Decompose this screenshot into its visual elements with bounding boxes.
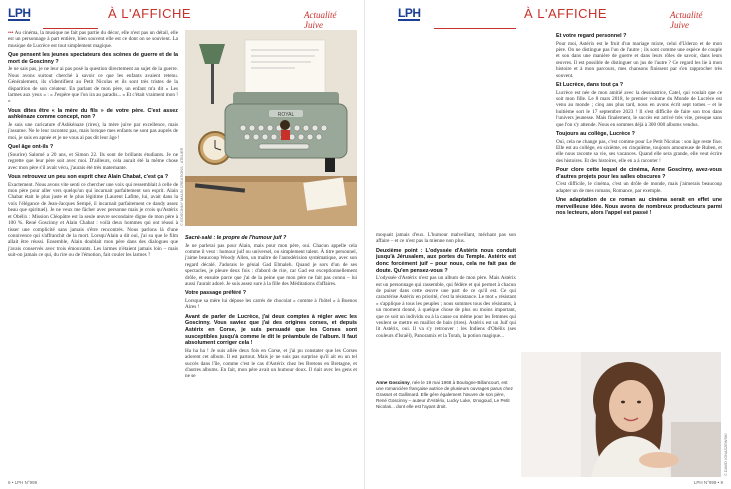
- answer: Lorsque sa mère lui dépose les carrés de chocolat « comme à l'hôtel » à Buenos Aires !: [185, 298, 357, 311]
- column-2: [556, 30, 722, 218]
- section-tag: Actualité Juive: [304, 10, 337, 30]
- question: Sacré-salé : le propre de l'humour juif ?: [185, 235, 287, 241]
- header-rule: [434, 28, 516, 29]
- section-title: À L'AFFICHE: [524, 6, 608, 21]
- typewriter-illustration: [185, 30, 357, 226]
- answer: (Sourire) Salomé a 20 ans, et Simon 22. Ils sont de brillants étudiants. Je ne regrette que leur père soit avec moi. D'ailleurs, cela aurait été la même chose avec mon père s'il avait vécu, j'aurais été très maternante.: [8, 151, 178, 171]
- answer: Pour moi, Astérix est le fruit d'un mariage mixte, celui d'Uderzo et de mon père. On ne distingue pas l'un de l'autre ; ils sont comme une espèce de couple et son dans une manière de guerre et dans leurs rôles de savoir, dans leurs œuvres. Il est possible de distinguer un jus de l'autre ? Ce regard les lie à mon histoire et à mon parcours, mes chansons finissent par s'en rapprocher très souvent.: [556, 40, 722, 79]
- typewriter-brand: ROYAL: [277, 112, 295, 118]
- question: Votre passage préféré ?: [185, 290, 247, 297]
- column-1: [376, 232, 516, 342]
- answer: L'odyssée d'Astérix n'est pas un album de mon père. Mais Astérix est un personnage qui rassemble, qui fédère et qui permet à chacun de puiser dans cette œuvre une part de ce qu'il est. Ce qui caractérise Astérix en priorité, c'est la résistance. Le mot « résistant » s'applique à tous les peuples ; nous sommes tous des résistants, à un moment donné, à quelque chose de plus ou moins important, que ce soit un individu ou à la cause ou même pour les femmes qui veulent se mettre en maillot de bain (rires). Astérix est un Juif qui lit Astérix, oui. Il va s'y retrouver : les Indiens d'Obélix (ses couleurs d'Israël), Panoramix et la Torah, la potion magique...: [376, 275, 516, 339]
- page-number-right: LPH N°999 • 9: [693, 480, 723, 485]
- answer: Je suis une caricature d'Ashkénaze (rires), la mère juive par excellence, mais j'assume. Ne le leur racontez pas, mais lorsque mes enfants ne sont pas auprès de moi, je suis en apnée et je ne vous ai pas dit leur âge !: [8, 122, 178, 141]
- question: Que pensent les jeunes spectateurs des scènes de guerre et de la mort de Goscinny ?: [8, 52, 178, 65]
- caption-bio: , née le 19 mai 1968 à Boulogne-Billancourt, est une romancière française autrice de plusieurs ouvrages parus chez Grasset et Gallimard. Elle gère également l'œuvre de son père, René Goscinny – auteur d'Astérix, Lucky Luke, Iznogoud, Le Petit Nicolas... dont elle est l'ayant droit.: [376, 380, 513, 409]
- intro-paragraph: ••• Au cinéma, la musique ne fait pas partie du décor, elle n'est pas un détail, elle est un personnage à part entière, bien souvent elle est ce dont on se souvient. La musique de Lucrèce est tout simplement magique.: [8, 30, 179, 49]
- column-2: [185, 232, 357, 383]
- portrait-image: [521, 352, 721, 477]
- answer: C'est difficile, le cinéma, c'est un drôle de monde, mais j'aimerais beaucoup adapter un de mes romans, Romance, par exemple.: [556, 181, 722, 194]
- answer: Ha ha ha ! Je suis allée deux fois en Corse, et j'ai pu constater que les Corses adorent cet album. Il est partout. Mais je ne suis pas surprise qu'il ait eu un tel succès dans l'île, comme c'est le cas d'Astérix chez les Bretons en Bretagne, et d'autres albums. En fait, mon père avait un humour doux. Il riait avec les gens et ne se: [185, 347, 357, 380]
- right-header: [374, 6, 723, 30]
- answer: Oui, cela ne change pas, c'est comme pour Le Petit Nicolas : son âge reste fixe. Elle est au collège, en sixième, en cinquième, toujours amoureuse de Ruben, et elle nous raconte sa vie, ses vacances. Quand elle sera grande, elle veut écrire des histoires. Et des histoires, elle en a à raconter !: [556, 138, 722, 164]
- photo-caption: [376, 380, 516, 410]
- question: Quel âge ont-ils ?: [8, 144, 54, 151]
- left-header: [8, 6, 356, 30]
- question: Avant de parler de Lucrèce, j'ai deux comptes à régler avec les Goscinny. Vous saviez que j'ai des origines corses, et depuis Astérix en Corse, je suis persuadé que les Corses sont susceptibles jusqu'à comme le dit le préambule de l'album. Il faut absolument corriger cela !: [185, 313, 357, 347]
- question: Pour clore cette lequel de cinéma, Anne Goscinny, avez-vous d'autres projets pour les salles obscures ?: [556, 167, 722, 180]
- right-page: [366, 0, 731, 489]
- question: Une adaptation de ce roman au cinéma serait en effet une merveilleuse idée. Nous avons de nombreux producteurs parmi nos lecteurs, alors l'appel est passé !: [556, 197, 722, 217]
- lph-logo: LPH: [398, 6, 421, 20]
- answer: Lucrèce est née de mon amitié avec la dessinatrice, Catel, qui voulait que ce soit mon fille. Le 8 mars 2018, le premier volume du Monde de Lucrèce est venu au monde ; cinq ans plus tard, nous en avons écrit sept tomes – et le huitième sort le 17 septembre 2023 ! Il s'est difficile de faire son trou dans l'univers jeunesse. Mais finalement, le succès est arrivé très vite, presque sans que l'on s'y attende. Nous en sommes déjà à 300 000 albums vendus.: [556, 89, 722, 128]
- question: Et Lucrèce, dans tout ça ?: [556, 82, 624, 89]
- left-page: [0, 0, 365, 489]
- question: Vous retrouvez un peu son esprit chez Alain Chabat, c'est ça ?: [8, 174, 169, 181]
- photo-credit: © DAVID IGNASZEWSKI: [724, 433, 728, 476]
- portrait-photo: [521, 352, 721, 477]
- column-1: [8, 30, 178, 262]
- section-title: À L'AFFICHE: [108, 6, 192, 21]
- caption-name: Anne Goscinny: [376, 380, 410, 385]
- page-number-left: 6 • LPH N°999: [8, 480, 38, 485]
- answer-continued: moquait jamais d'eux. L'humour malveillant, méchant pas son affaire – et ce n'est pas la mienne non plus.: [376, 232, 516, 245]
- question: Et votre regard personnel ?: [556, 33, 627, 39]
- typewriter-drawing: [185, 30, 357, 226]
- answer: Exactement. Nous avons vite senti ce chercher une voix qui ressemblait à celle de mon père pour aller vers quelqu'un qui incarnait parfaitement son esprit. Alain Chabat était le plus juste et le plus légitime (Laurent Lafitte, lui, avait dans la voix l'élégance de Jean-Jacques Sempé, il incarnait parfaitement ce dandy assez beau que spirituel). Je ne veux me fâcher avec personne mais je crois qu'Astérix et Obélix : Mission Cléopâtre est la seule œuvre secondaire digne de mon père à 100 %. René Goscinny et Alain Chabat : voilà deux hommes qui ont réussi à tisser une complicité sans jamais s'être rencontrés. Nous parlons là d'une connivence qui s'affranchit de la mort. Lorsqu'Alain a dit oui, j'ai su que le film allait être réussi. Ensemble, Alain doublait mon père dans des dialogues que j'avais conservés avec trois émouvants. Les larmes n'étaient jamais loin – mais suit-on jamais ce qui, du rire ou de l'émotion, fait couler les larmes ?: [8, 181, 178, 259]
- answer: Je ne parlerai pas pour Alain, mais pour mon père, oui. Chacun appelle cela comme il veut : humour juif ou universel, ou simplement talent. À titre personnel, j'aime beaucoup Woody Allen, un maître de l'autodérision systématique, avec son regard décalé. J'adorais le génial Gad Elmaleh. Quand je sors d'un de ses spectacles, je pleure deux fois : d'abord de rire, car Gad est exceptionnellement drôle, et ensuite parce que j'ai de la peine que mon père ne fait pas connu – lui aussi l'aurait adoré. Je suis assez sure à la fille des Méditations d'affaires.: [185, 242, 357, 288]
- answer: Je ne sais pas, je ne leur ai pas posé la question directement au sujet de la guerre. Nous avons surtout cherché à savoir ce que les enfants avaient retenu. Généralement, ils s'identifient au Petit Nicolas et ils sont très tristes de la disparition de son créateur. En parlant de mon père, un enfant m'a dit « Les larmes aux yeux » : « J'espère que l'on ira au paradis... » Et c'était vraiment mon ! »: [8, 66, 178, 105]
- question: Toujours au collège, Lucrèce ?: [556, 131, 635, 138]
- illustration-credit: © GOSCINNY MALIN CREATIONS · ATELIER: [180, 147, 184, 226]
- lph-logo: LPH: [8, 6, 31, 20]
- section-tag: Actualité Juive: [670, 10, 703, 30]
- header-rule: [43, 28, 98, 29]
- question: Deuxième point : L'odyssée d'Astérix nous conduit jusqu'à Jérusalem, aux portes du Temple. Astérix est donc forcément juif – pour nous, cela ne fait pas de doute. Qu'en pensez-vous ?: [376, 247, 516, 274]
- question: Vous dites être « la mère du fils » de votre père. C'est assez ashkénaze comme concept, non ?: [8, 107, 178, 121]
